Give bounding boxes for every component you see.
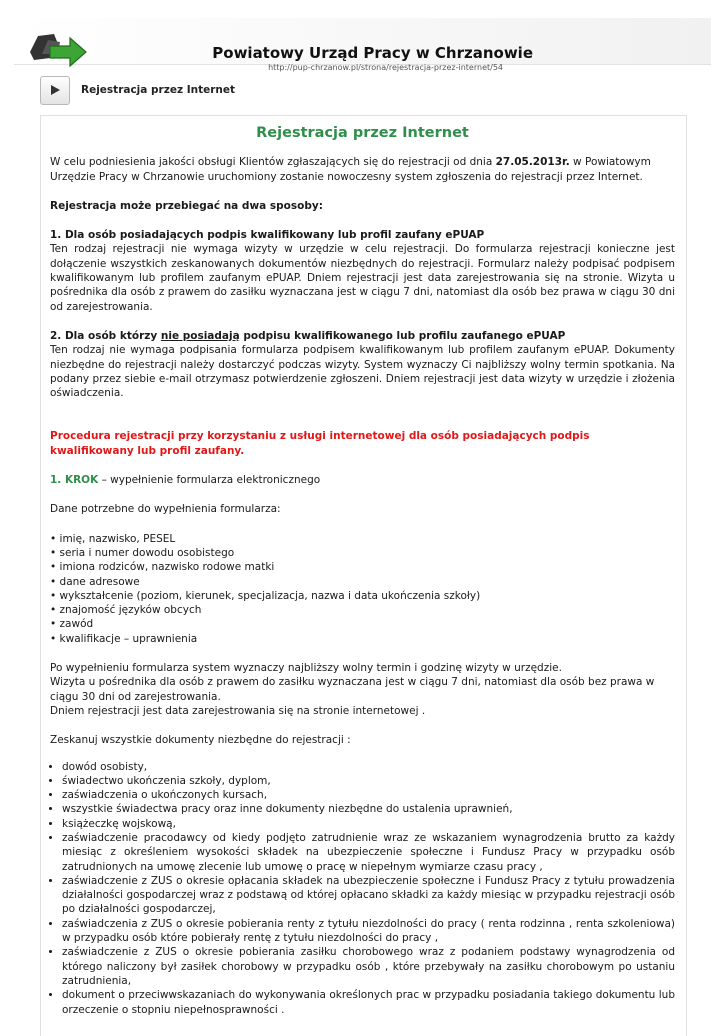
logo-arrow-icon <box>28 24 90 68</box>
list-item: • znajomość języków obcych <box>50 604 202 617</box>
scan-heading: Zeskanuj wszystkie dokumenty niezbędne do rejestracji : <box>50 734 351 747</box>
way2-heading <box>50 329 675 343</box>
list-item: • wykształcenie (poziom, kierunek, specjalizacja, nazwa i data ukończenia szkoły) <box>50 589 481 602</box>
way2-heading-end: podpisu kwalifikowanego lub profilu zaufanego ePUAP <box>239 329 566 342</box>
list-item: • imiona rodziców, nazwisko rodowe matki <box>50 561 275 574</box>
intro-text-start: W celu podniesienia jakości obsługi Klientów zgłaszających się do rejestracji od dnia <box>50 156 496 169</box>
list-item: • świadectwo ukończenia szkoły, dyplom, <box>62 774 675 788</box>
list-item: • zaświadczenie z ZUS o okresie pobierania zasiłku chorobowego wraz z podaniem podstawy wynagrodzenia od którego naliczony był zasiłek chorobowy w przypadku osób , które przebywały na zasiłku chorobowym po ustaniu zatrudnienia, <box>62 945 675 988</box>
way1-text: Ten rodzaj rejestracji nie wymaga wizyty w urzędzie w celu rejestracji. Do formularza rejestracji konieczne jest dołączenie wszystkich zeskanowanych dokumentów niezbędnych do rejestracji. Formularz należy podpisać podpisem kwalifikowanym lub profilem zaufanym ePUAP. Dniem rejestracji jest data zarejestrowania się na stronie. Wizyta u pośrednika dla osób z prawem do zasiłku wyznaczana jest w ciągu 7 dni, natomiast dla osób bez prawa w ciągu 30 dni od zarejestrowania. <box>50 243 675 313</box>
list-item: • seria i numer dowodu osobistego <box>50 546 235 559</box>
documents-list <box>50 760 675 1017</box>
list-item: • zaświadczenie pracodawcy od kiedy podjęto zatrudnienie wraz ze wskazaniem wynagrodzenia brutto za każdy miesiąc z określeniem wysokości składek na ubezpieczenie społeczne i Fundusz Pracy w przypadku osób zatrudnionych na umowę zlecenie lub umowę o pracę w niepełnym wymiarze czasu pracy , <box>62 831 675 874</box>
list-item: • kwalifikacje – uprawnienia <box>50 632 198 645</box>
intro-date: 27.05.2013r. <box>495 156 570 169</box>
list-item: • książeczkę wojskową, <box>62 817 675 831</box>
list-item: • zaświadczenia z ZUS o okresie pobierania renty z tytułu niezdolności do pracy ( renta rodzinna , renta szkoleniowa) w przypadku osób które pobierały rentę z tytułu niezdolności do pracy , <box>62 917 675 946</box>
list-item: • dokument o przeciwwskazaniach do wykonywania określonych prac w przypadku posiadania takiego dokumentu lub orzeczenie o stopniu niepełnosprawności . <box>62 988 675 1017</box>
intro-text-end: w Powiatowym Urzędzie Pracy w Chrzanowie uruchomiony zostanie nowoczesny system zgłoszenia do rejestracji przez Internet. <box>50 156 651 183</box>
list-item: • dowód osobisty, <box>62 760 675 774</box>
play-arrow-icon <box>49 84 61 96</box>
step1-line <box>50 473 675 487</box>
way1-heading: 1. Dla osób posiadających podpis kwalifikowany lub profil zaufany ePUAP <box>50 229 485 242</box>
list-item: • zaświadczenie z ZUS o okresie opłacania składek na ubezpieczenie społeczne i Fundusz Pracy z tytułu prowadzenia działalności gospodarczej wraz z podstawą od której opłacano składki za każdy miesiąc w przypadku rejestracji osób po działalności gospodarczej, <box>62 874 675 917</box>
article-title: Rejestracja przez Internet <box>256 125 469 141</box>
site-url[interactable]: http://pup-chrzanow.pl/strona/rejestracja-przez-internet/54 <box>268 63 503 72</box>
form-data-list <box>50 532 675 646</box>
ways-heading: Rejestracja może przebiegać na dwa sposoby: <box>50 199 323 212</box>
procedure-heading: Procedura rejestracji przy korzystaniu z usługi internetowej dla osób posiadających podpis kwalifikowany lub profil zaufany. <box>50 430 590 457</box>
site-header <box>14 18 711 72</box>
list-item: • zaświadczenia o ukończonych kursach, <box>62 788 675 802</box>
site-title: Powiatowy Urząd Pracy w Chrzanowie <box>212 44 533 62</box>
breadcrumb-title: Rejestracja przez Internet <box>81 84 236 96</box>
after-form-text-1: Po wypełnieniu formularza system wyznaczy najbliższy wolny termin i godzinę wizyty w urzędzie. <box>50 662 562 675</box>
data-needed-label: Dane potrzebne do wypełnienia formularza: <box>50 503 281 516</box>
list-item: • wszystkie świadectwa pracy oraz inne dokumenty niezbędne do ustalenia uprawnień, <box>62 802 675 816</box>
list-item: • zawód <box>50 618 94 631</box>
way2-heading-underlined: nie posiadają <box>160 329 240 342</box>
way2-heading-start: 2. Dla osób którzy <box>50 329 161 342</box>
intro-paragraph <box>50 155 675 184</box>
way2-text: Ten rodzaj nie wymaga podpisania formularza podpisem kwalifikowanym lub profilem zaufanym ePUAP. Dokumenty niezbędne do rejestracji należy dostarczyć podczas wizyty. System wyznaczy Ci najbliższy wolny termin spotkania. Na podany przez siebie e-mail otrzymasz potwierdzenie zgłoszeni. Dniem rejestracji jest data wizyty w urzędzie i złożenia oświadczenia. <box>50 344 675 400</box>
list-item: • dane adresowe <box>50 575 140 588</box>
article-content <box>50 117 675 1017</box>
step1-label: 1. KROK <box>50 474 99 487</box>
step1-text: – wypełnienie formularza elektronicznego <box>98 474 321 487</box>
breadcrumb-button[interactable] <box>40 76 70 105</box>
list-item: • imię, nazwisko, PESEL <box>50 532 176 545</box>
after-form-text-2: Wizyta u pośrednika dla osób z prawem do zasiłku wyznaczana jest w ciągu 7 dni, natomiast dla osób bez prawa w ciągu 30 dni od zarejestrowania. <box>50 676 655 703</box>
after-form-text-3: Dniem rejestracji jest data zarejestrowania się na stronie internetowej . <box>50 704 426 717</box>
